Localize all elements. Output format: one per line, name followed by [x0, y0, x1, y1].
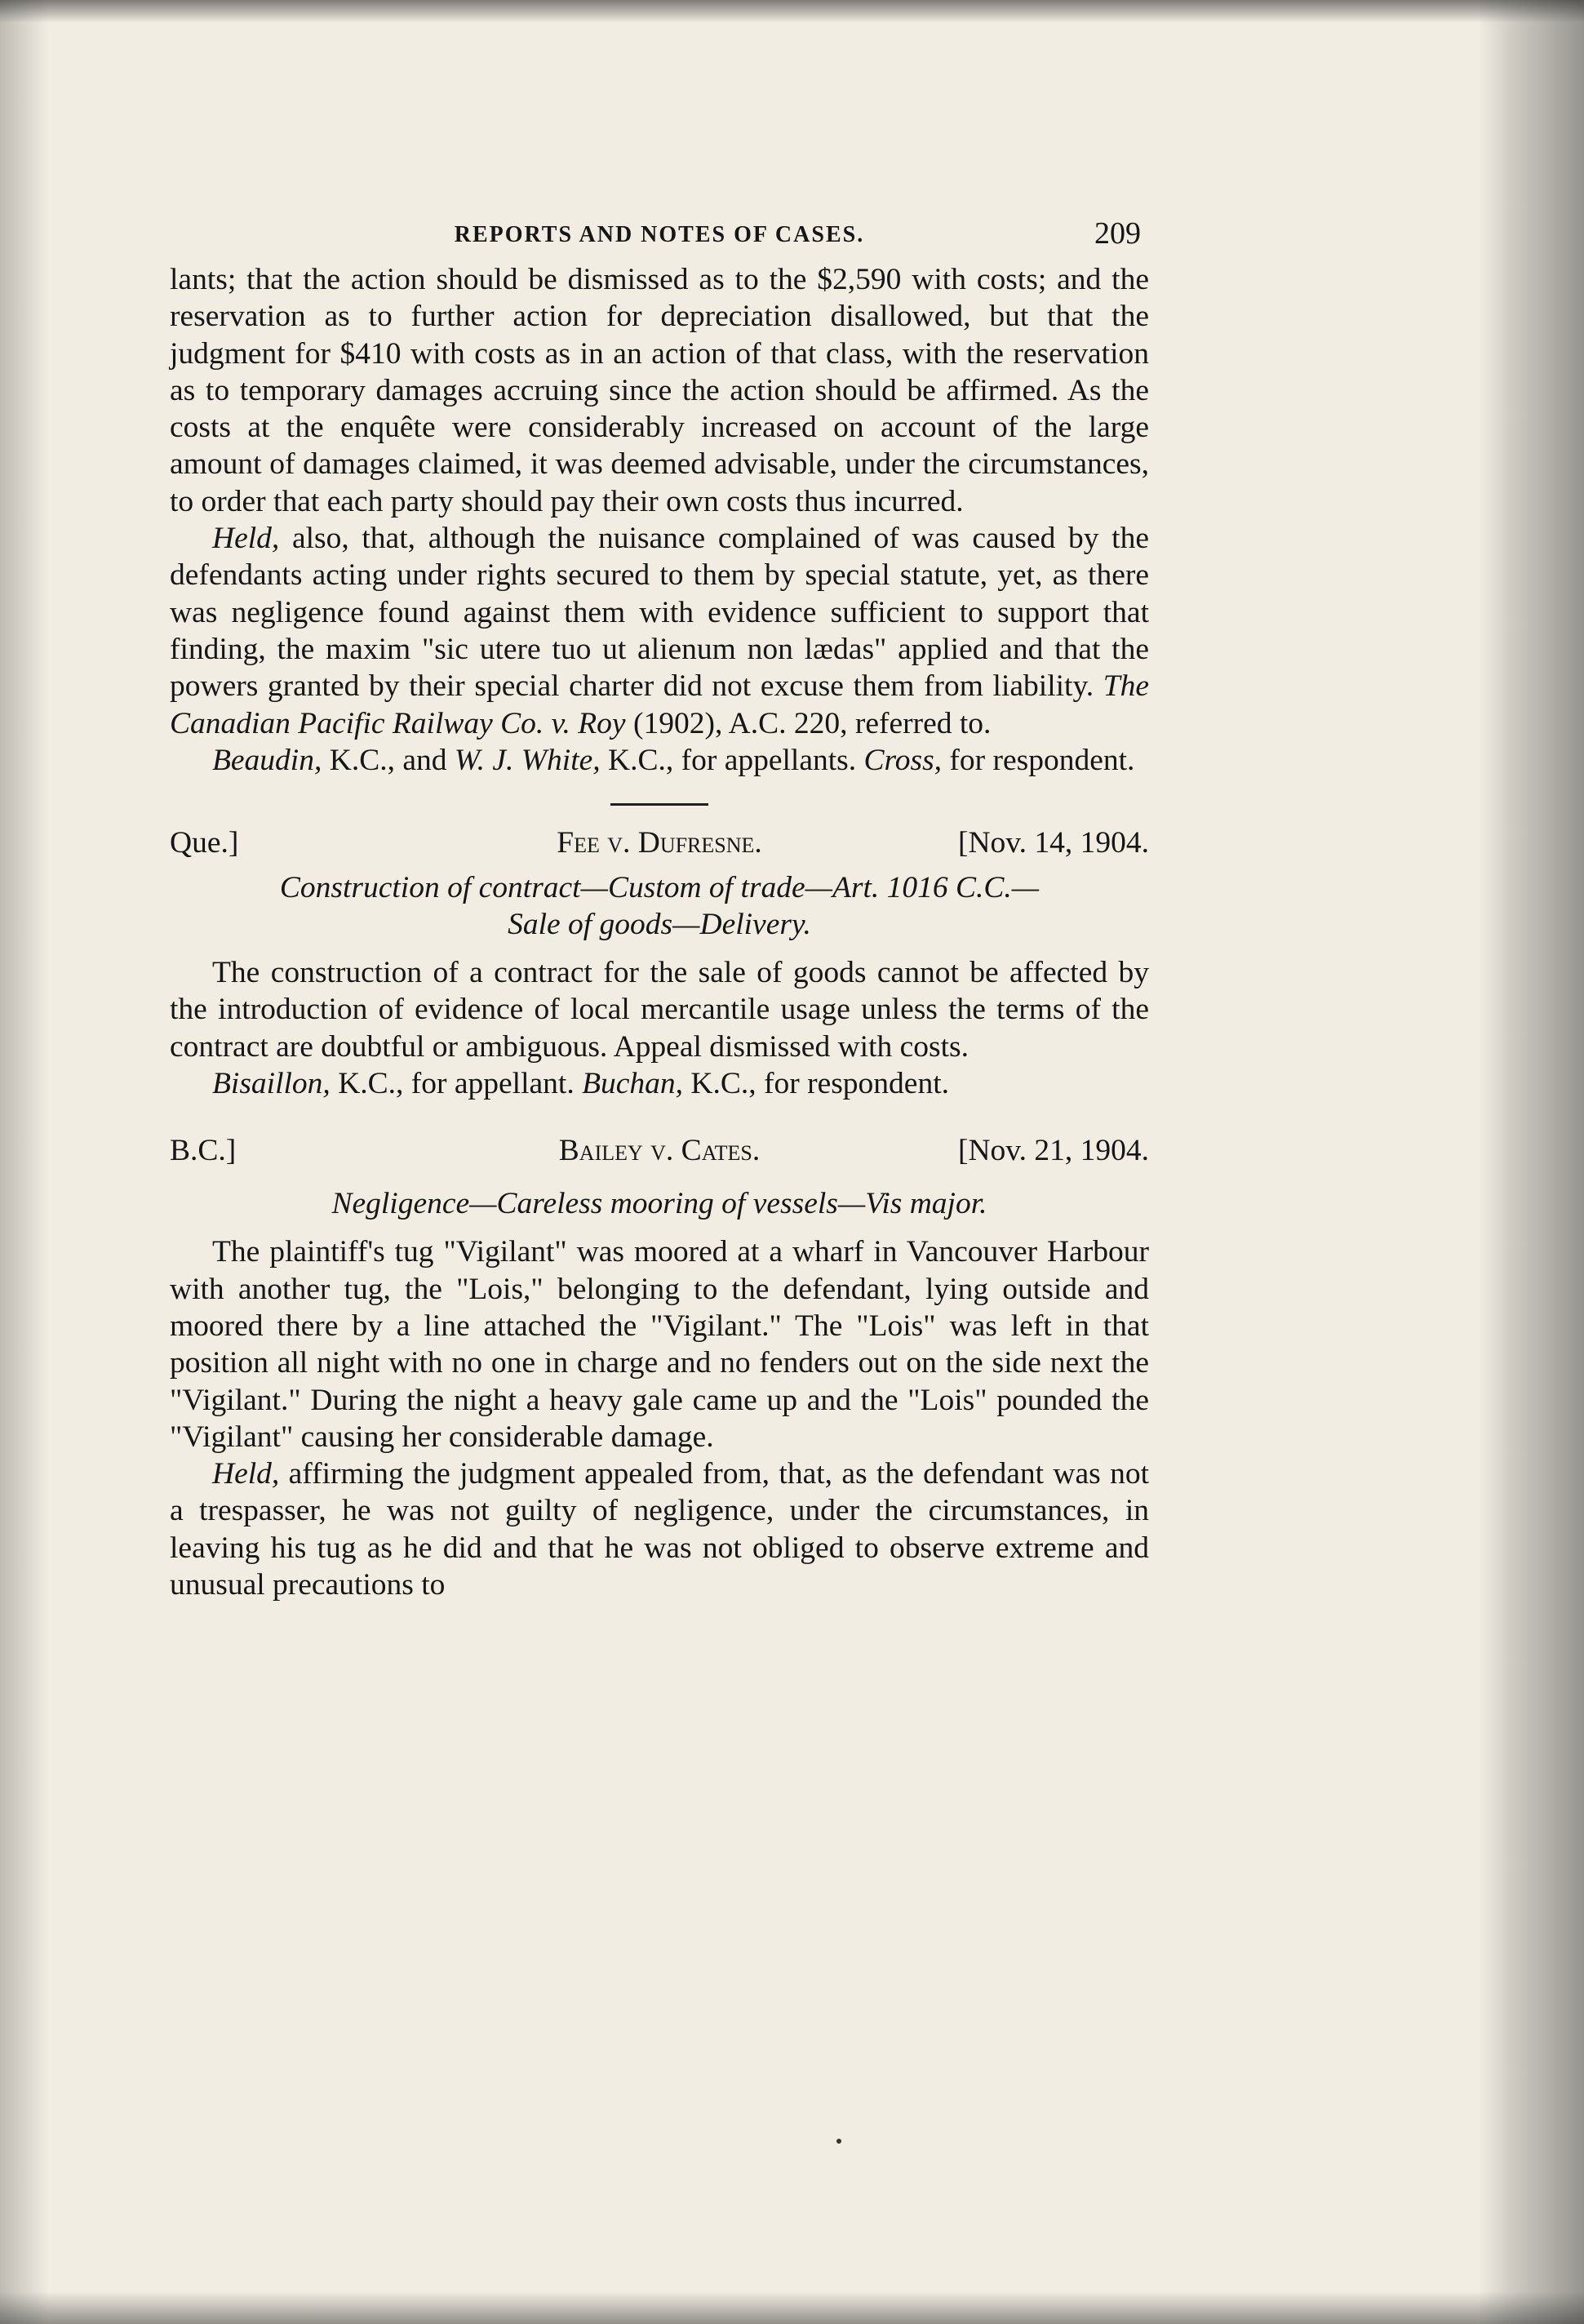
counsel-text: for respondent. — [942, 743, 1135, 777]
continued-case — [170, 261, 1149, 779]
case-fee-v-dufresne — [170, 825, 1149, 1102]
text-column — [170, 214, 1149, 1603]
held-label: Held, — [212, 1457, 280, 1491]
case-heading — [170, 1133, 1149, 1174]
case-body: The construction of a contract for the sale of goods cannot be affected by the introduction of evidence of local mercantile usage unless the terms of the contract are doubtful or ambiguous. Appeal dismissed with costs. — [170, 956, 1149, 1064]
counsel-name: W. J. White, — [454, 743, 601, 777]
counsel-text: K.C., for appellants. — [600, 743, 864, 777]
running-head-title: REPORTS AND NOTES OF CASES. — [454, 222, 865, 247]
case-date: [Nov. 21, 1904. — [957, 1134, 1149, 1168]
scan-speck — [836, 2139, 841, 2144]
case-title: Fee v. Dufresne. — [557, 826, 762, 860]
scan-edge-right — [1478, 0, 1584, 2324]
scan-edge-bottom — [0, 2291, 1584, 2324]
counsel-name: Bisaillon, — [212, 1067, 331, 1101]
page-number: 209 — [1094, 216, 1141, 251]
counsel-line — [170, 1065, 1149, 1102]
counsel-name: Cross, — [863, 743, 943, 777]
running-head — [170, 214, 1149, 255]
case-date: [Nov. 14, 1904. — [957, 826, 1149, 860]
case-bailey-v-cates — [170, 1133, 1149, 1603]
section-rule — [610, 803, 708, 806]
counsel-name: Buchan, — [582, 1067, 684, 1101]
catchwords-line: Construction of contract—Custom of trade—Art. 1016 C.C.— — [279, 871, 1040, 905]
counsel-text: K.C., for appellant. — [330, 1067, 583, 1101]
case-body: The plaintiff's tug "Vigilant" was moored at a wharf in Vancouver Harbour with another tug, the "Lois," belonging to the defendant, lying outside and moored there by a line attached the "Vigilant." The "Lois" was left in that position all night with no one in charge and no fenders out on the side next the "Vigilant." During the night a heavy gale came up and the "Lois" pounded the "Vigilant" causing her considerable damage. — [170, 1235, 1149, 1454]
citation-tail: (1902), A.C. 220, referred to. — [625, 706, 992, 740]
counsel-text: K.C., and — [322, 743, 455, 777]
catchwords — [170, 869, 1149, 943]
case-citation: The Canadian Pacific Railway Co. v. Roy — [170, 669, 1149, 740]
catchwords-line: Sale of goods—Delivery. — [508, 908, 811, 942]
court-label: Que.] — [170, 826, 239, 860]
catchwords: Negligence—Careless mooring of vessels—Vis major. — [331, 1187, 987, 1221]
counsel-name: Beaudin, — [212, 743, 322, 777]
held-paragraph — [170, 520, 1149, 742]
case-title: Bailey v. Cates. — [558, 1134, 761, 1168]
scan-edge-left — [0, 0, 49, 2324]
held-text: also, that, although the nuisance complained of was caused by the defendants acting under rights secured to them by special statute, yet, as there was negligence found against them with evidence sufficient to support that finding, the maxim "sic utere tuo ut alienum non lædas" applied and that the powers granted by their special charter did not excuse them from liability. — [170, 522, 1149, 704]
scan-edge-top — [0, 0, 1584, 23]
continued-paragraph: lants; that the action should be dismissed as to the $2,590 with costs; and the reservation as to further action for depreciation disallowed, but that the judgment for $410 with costs as in an action of that class, with the reservation as to temporary damages accruing since the action should be affirmed. As the costs at the enquête were considerably increased on account of the large amount of damages claimed, it was deemed advisable, under the circumstances, to order that each party should pay their own costs thus incurred. — [170, 263, 1149, 518]
held-text: affirming the judgment appealed from, that, as the defendant was not a trespasser, he was not guilty of negligence, under the circumstances, in leaving his tug as he did and that he was not obliged to observe extreme and unusual precautions to — [170, 1457, 1149, 1602]
held-paragraph — [170, 1455, 1149, 1603]
held-label: Held, — [212, 522, 280, 556]
court-label: B.C.] — [170, 1134, 237, 1168]
case-heading — [170, 825, 1149, 866]
counsel-line — [170, 742, 1149, 779]
counsel-text: K.C., for respondent. — [683, 1067, 949, 1101]
